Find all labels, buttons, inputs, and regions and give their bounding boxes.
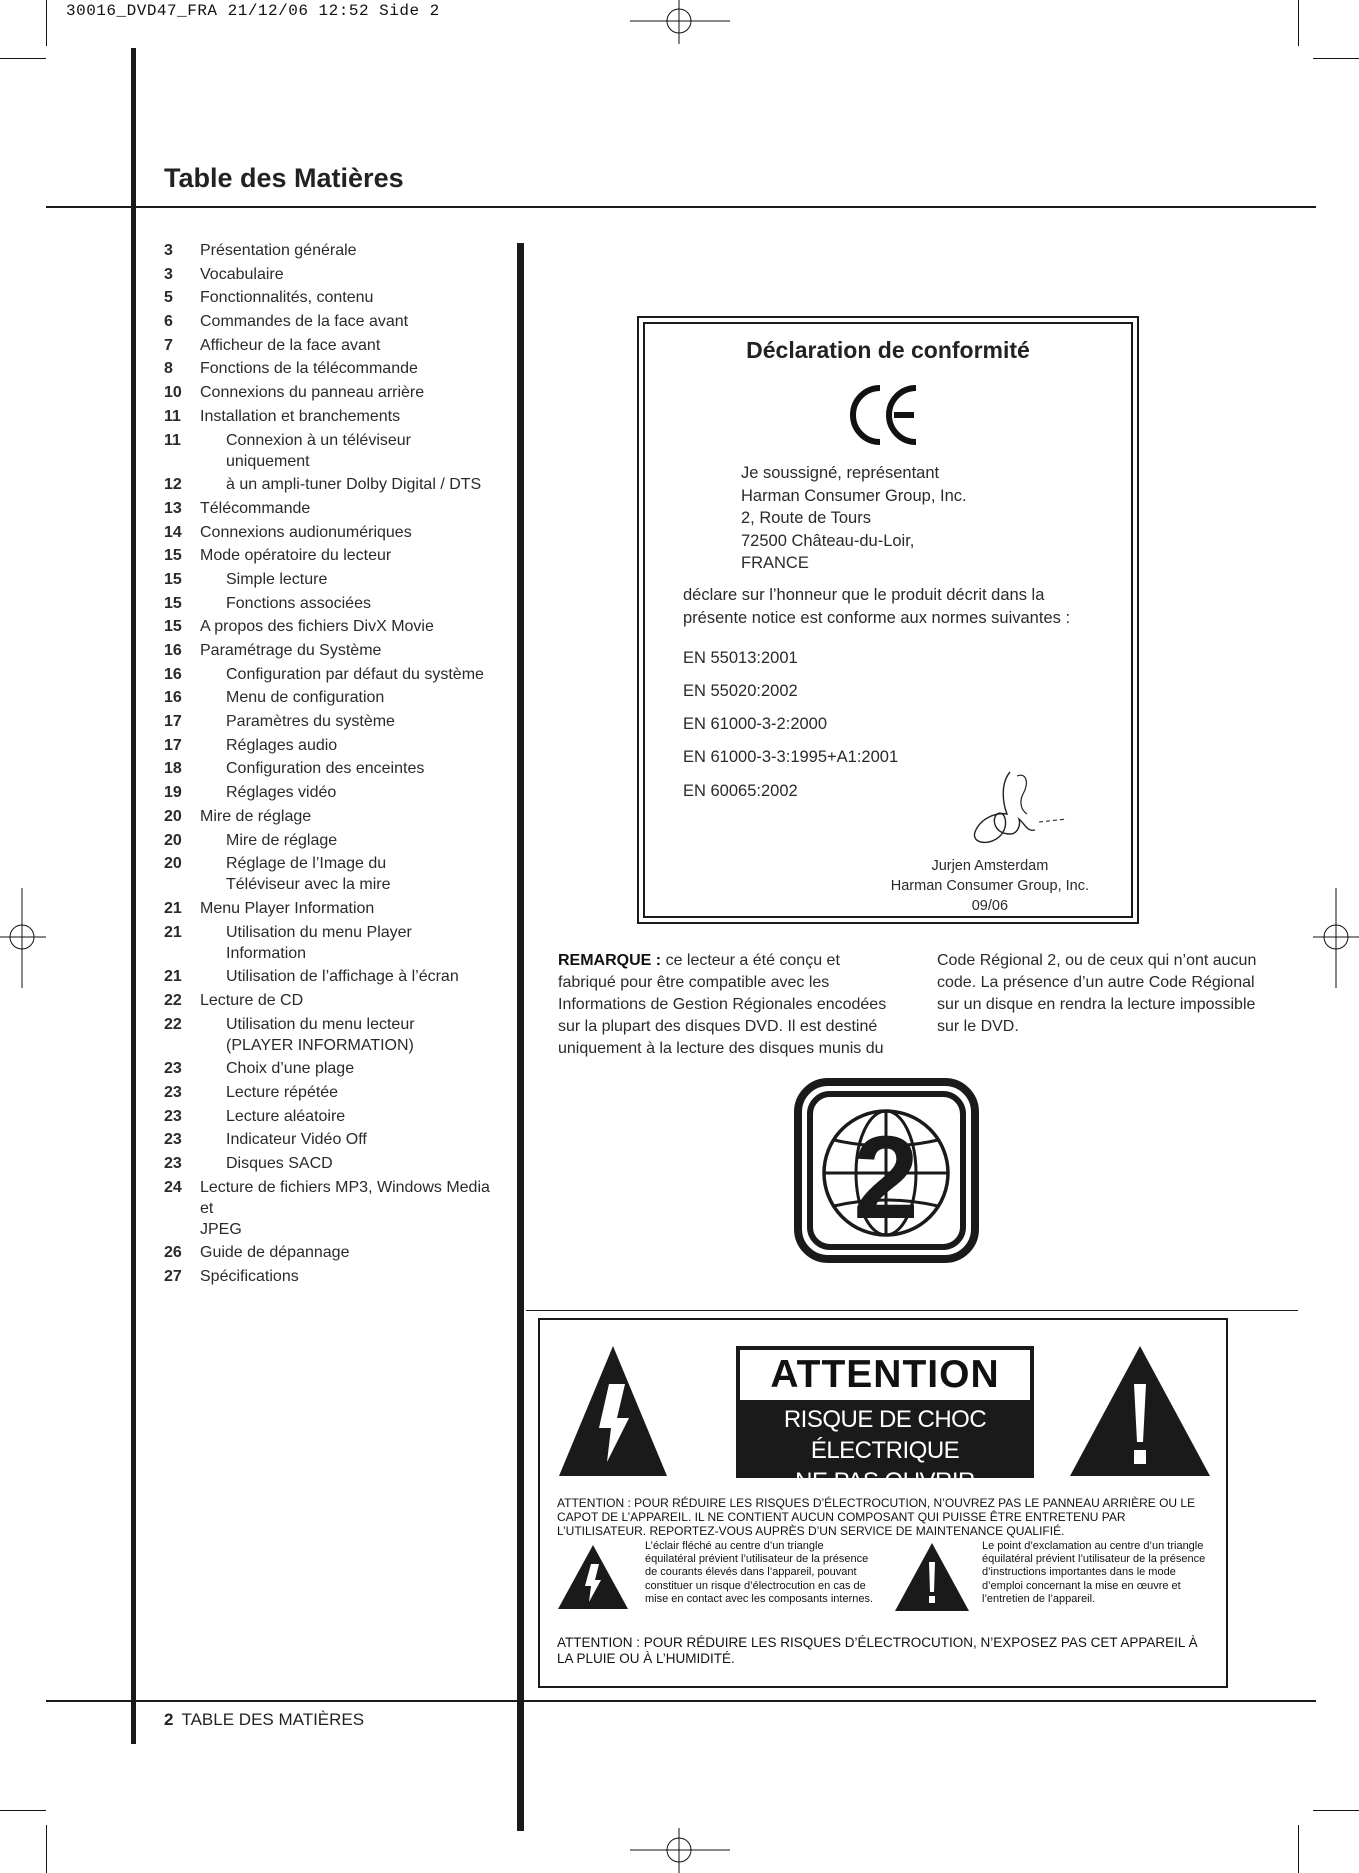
- toc-entry: [164, 1266, 494, 1287]
- remark-lead: REMARQUE :: [558, 952, 662, 969]
- column-divider: [517, 243, 524, 1831]
- toc-page-number: 16: [164, 642, 182, 659]
- toc-entry: [164, 990, 494, 1011]
- attention-subtitle-line: RISQUE DE CHOC ÉLECTRIQUE: [783, 1406, 987, 1464]
- exclamation-warning-icon: [1068, 1344, 1212, 1478]
- toc-label: Fonctions de la télécommande: [200, 360, 418, 378]
- lightning-explanation: L’éclair fléché au centre d’un triangle équilatéral prévient l’utilisateur de la présence de courants élevés dans l’appareil, pouvant constituer un risque d’électrocution en cas de mise en contact avec les composants internes.: [645, 1540, 874, 1605]
- toc-page-number: 3: [164, 265, 173, 283]
- toc-entry: [164, 593, 494, 614]
- toc-page-number: 24: [164, 1178, 182, 1196]
- toc-page-number: 22: [164, 1015, 182, 1033]
- region-remark: [558, 950, 1278, 1060]
- toc-entry: [164, 1082, 494, 1103]
- toc-page-number: 23: [164, 1155, 182, 1173]
- attention-subtitle-line: NE PAS OUVRIR: [795, 1468, 975, 1495]
- toc-page-number: 26: [164, 1244, 182, 1262]
- toc-label: Installation et branchements: [200, 407, 401, 425]
- toc-entry: [164, 758, 494, 779]
- toc-label: Lecture de CD: [200, 991, 304, 1009]
- toc-page-number: 17: [164, 736, 182, 754]
- toc-page-number: 11: [164, 431, 181, 449]
- toc-page-number: 20: [164, 831, 182, 849]
- address-line: FRANCE: [741, 554, 809, 572]
- toc-label: Utilisation du menu Player Information: [226, 923, 412, 962]
- toc-entry: [164, 382, 494, 403]
- toc-label: Vocabulaire: [200, 265, 284, 283]
- attention-header: [736, 1346, 1034, 1495]
- toc-label: Configuration par défaut du système: [226, 665, 484, 683]
- toc-page-number: 5: [164, 289, 173, 307]
- exclamation-explanation: Le point d’exclamation au centre d’un triangle équilatéral prévient l’utilisateur de la présence d’instructions importantes dans le mode d’emploi concernant la mise en œuvre et l’entretien de l’appareil.: [982, 1540, 1206, 1605]
- toc-entry: [164, 898, 494, 919]
- standard-item: EN 55020:2002: [683, 682, 798, 700]
- standard-item: EN 60065:2002: [683, 782, 798, 800]
- registration-mark-left: [0, 888, 46, 988]
- declaration-signatory: [891, 856, 1089, 916]
- toc-page-number: 17: [164, 713, 182, 731]
- toc-entry: [164, 1153, 494, 1174]
- toc-entry: [164, 1129, 494, 1150]
- toc-label: Commandes de la face avant: [200, 313, 409, 331]
- toc-entry: [164, 966, 494, 987]
- toc-entry: [164, 545, 494, 566]
- address-line: 72500 Château-du-Loir,: [741, 531, 915, 550]
- toc-label: Télécommande: [200, 499, 311, 517]
- toc-page-number: 19: [164, 784, 182, 802]
- toc-label: à un ampli-tuner Dolby Digital / DTS: [226, 476, 482, 494]
- title-rule: [46, 206, 1316, 208]
- toc-entry: [164, 922, 494, 964]
- toc-label: Paramétrage du Système: [200, 642, 382, 659]
- toc-label: Menu Player Information: [200, 899, 375, 917]
- footer-section: TABLE DES MATIÈRES: [181, 1710, 365, 1729]
- signatory-name: Jurjen Amsterdam: [931, 858, 1049, 874]
- toc-page-number: 23: [164, 1107, 182, 1125]
- table-of-contents: [164, 240, 494, 1290]
- exclamation-small-icon: [894, 1542, 970, 1612]
- toc-entry: [164, 1106, 494, 1127]
- toc-label: Mire de réglage: [200, 807, 312, 825]
- toc-page-number: 8: [164, 360, 173, 378]
- toc-entry: [164, 474, 494, 495]
- toc-page-number: 23: [164, 1131, 182, 1149]
- toc-entry: [164, 687, 494, 708]
- region-code-number: 2: [853, 1112, 919, 1244]
- toc-entry: [164, 240, 494, 261]
- registration-mark-right: [1313, 888, 1359, 988]
- toc-page-number: 15: [164, 594, 182, 612]
- toc-entry: [164, 711, 494, 732]
- toc-page-number: 6: [164, 313, 173, 331]
- toc-entry: [164, 1177, 494, 1240]
- attention-box: [538, 1318, 1228, 1688]
- toc-label: Présentation générale: [200, 242, 357, 259]
- toc-label: Indicateur Vidéo Off: [226, 1131, 367, 1149]
- footer-rule: [46, 1700, 1316, 1702]
- toc-label: Lecture de fichiers MP3, Windows Media et JPEG: [200, 1178, 490, 1238]
- left-margin-bar: [131, 48, 136, 1744]
- toc-label: Utilisation de l’affichage à l’écran: [226, 968, 459, 986]
- declaration-title: Déclaration de conformité: [746, 337, 1030, 363]
- toc-page-number: 22: [164, 991, 182, 1009]
- toc-label: Configuration des enceintes: [226, 760, 425, 778]
- toc-label: Utilisation du menu lecteur (PLAYER INFORMATION): [226, 1015, 415, 1054]
- attention-title: ATTENTION: [740, 1350, 1030, 1400]
- toc-page-number: 7: [164, 336, 173, 354]
- toc-page-number: 27: [164, 1268, 182, 1286]
- toc-entry: [164, 853, 494, 895]
- registration-mark-top: [630, 0, 730, 44]
- section-rule: [526, 1310, 1298, 1311]
- toc-label: Disques SACD: [226, 1155, 333, 1173]
- toc-page-number: 15: [164, 618, 182, 636]
- lightning-warning-icon: [557, 1344, 669, 1478]
- toc-page-number: 20: [164, 855, 182, 873]
- toc-label: Guide de dépannage: [200, 1244, 350, 1262]
- address-line: 2, Route de Tours: [741, 509, 871, 527]
- toc-entry: [164, 569, 494, 590]
- toc-entry: [164, 616, 494, 637]
- toc-page-number: 13: [164, 499, 182, 517]
- toc-label: Réglages audio: [226, 736, 338, 754]
- signatory-company: Harman Consumer Group, Inc.: [890, 878, 1089, 894]
- toc-page-number: 21: [164, 968, 182, 986]
- page-title: Table des Matières: [164, 163, 404, 193]
- toc-page-number: 12: [164, 476, 182, 494]
- toc-page-number: 10: [164, 384, 182, 402]
- ce-mark-icon: [844, 380, 924, 450]
- declaration-box: [637, 316, 1139, 924]
- lightning-small-icon: [557, 1544, 629, 1610]
- toc-entry: [164, 664, 494, 685]
- toc-entry: [164, 498, 494, 519]
- toc-label: Réglages vidéo: [226, 784, 337, 802]
- toc-entry: [164, 311, 494, 332]
- toc-entry: [164, 287, 494, 308]
- toc-label: Lecture répétée: [226, 1084, 339, 1101]
- signature-image: [955, 764, 1075, 854]
- toc-label: Paramètres du système: [226, 713, 395, 731]
- address-line: Je soussigné, représentant: [741, 464, 940, 482]
- registration-mark-bottom: [630, 1828, 730, 1873]
- toc-label: Réglage de l’Image du Téléviseur avec la mire: [226, 855, 391, 894]
- address-line: Harman Consumer Group, Inc.: [741, 486, 967, 505]
- attention-subtitle: [736, 1404, 1034, 1497]
- page-footer: [164, 1710, 364, 1730]
- toc-label: Choix d’une plage: [226, 1060, 355, 1078]
- toc-entry: [164, 1058, 494, 1079]
- toc-label: Afficheur de la face avant: [200, 336, 381, 354]
- standard-item: EN 61000-3-2:2000: [683, 715, 828, 733]
- toc-entry: [164, 522, 494, 543]
- attention-bottom-text: ATTENTION : POUR RÉDUIRE LES RISQUES D’ÉLECTROCUTION, N’EXPOSEZ PAS CET APPAREIL À LA PLUIE OU À L’HUMIDITÉ.: [557, 1635, 1198, 1666]
- toc-label: Fonctionnalités, contenu: [200, 289, 374, 307]
- toc-entry: [164, 430, 494, 472]
- toc-label: Connexions audionumériques: [200, 523, 412, 541]
- toc-label: Mire de réglage: [226, 831, 338, 849]
- toc-entry: [164, 1242, 494, 1263]
- toc-entry: [164, 264, 494, 285]
- toc-page-number: 3: [164, 242, 173, 259]
- toc-page-number: 16: [164, 689, 182, 707]
- toc-entry: [164, 640, 494, 661]
- attention-main-text: ATTENTION : POUR RÉDUIRE LES RISQUES D’ÉLECTROCUTION, N’OUVREZ PAS LE PANNEAU ARRIÈRE OU LE CAPOT DE L’APPAREIL. IL NE CONTIENT AUCUN COMPOSANT QUI PUISSE ÊTRE ENTRETENU PAR L’UTILISATEUR. REPORTEZ-VOUS AUPRÈS D’UN SERVICE DE MAINTENANCE QUALIFIÉ.: [557, 1496, 1196, 1538]
- printer-slug: 30016_DVD47_FRA 21/12/06 12:52 Side 2: [66, 2, 440, 20]
- toc-entry: [164, 830, 494, 851]
- region-code-icon: [794, 1078, 979, 1263]
- toc-label: A propos des fichiers DivX Movie: [200, 618, 434, 636]
- footer-page-number: 2: [164, 1710, 174, 1729]
- toc-entry: [164, 358, 494, 379]
- toc-page-number: 14: [164, 523, 182, 541]
- toc-entry: [164, 782, 494, 803]
- remark-text: ce lecteur a été conçu et fabriqué pour être compatible avec les Informations de Gestion Régionales encodées sur la plupart des disques DVD. Il est destiné uniquement à la lecture des disques munis du Code Régional 2, ou de ceux qui n’ont aucun code. La présence d’un autre Code Régional sur un disque en rendra la lecture impossible sur le DVD.: [558, 952, 1257, 1057]
- toc-label: Mode opératoire du lecteur: [200, 547, 392, 565]
- toc-label: Fonctions associées: [226, 594, 371, 612]
- toc-page-number: 23: [164, 1060, 182, 1078]
- declaration-date: 09/06: [971, 898, 1009, 914]
- toc-page-number: 15: [164, 547, 182, 565]
- toc-page-number: 20: [164, 807, 182, 825]
- standard-item: EN 55013:2001: [683, 649, 798, 667]
- toc-page-number: 21: [164, 923, 182, 941]
- toc-page-number: 15: [164, 570, 182, 588]
- standard-item: EN 61000-3-3:1995+A1:2001: [683, 748, 899, 766]
- toc-entry: [164, 806, 494, 827]
- toc-page-number: 18: [164, 760, 182, 778]
- toc-label: Spécifications: [200, 1268, 299, 1286]
- toc-entry: [164, 1014, 494, 1056]
- toc-entry: [164, 335, 494, 356]
- toc-page-number: 16: [164, 665, 182, 683]
- toc-page-number: 23: [164, 1084, 182, 1101]
- toc-entry: [164, 735, 494, 756]
- toc-page-number: 21: [164, 899, 182, 917]
- declaration-statement: déclare sur l’honneur que le produit décrit dans la présente notice est conforme aux normes suivantes :: [683, 586, 1071, 627]
- toc-label: Connexion à un téléviseur uniquement: [226, 431, 412, 470]
- toc-entry: [164, 406, 494, 427]
- declaration-address: [741, 462, 967, 575]
- toc-label: Simple lecture: [226, 570, 328, 588]
- toc-label: Connexions du panneau arrière: [200, 384, 425, 402]
- toc-label: Menu de configuration: [226, 689, 385, 707]
- toc-label: Lecture aléatoire: [226, 1107, 346, 1125]
- toc-page-number: 11: [164, 407, 181, 425]
